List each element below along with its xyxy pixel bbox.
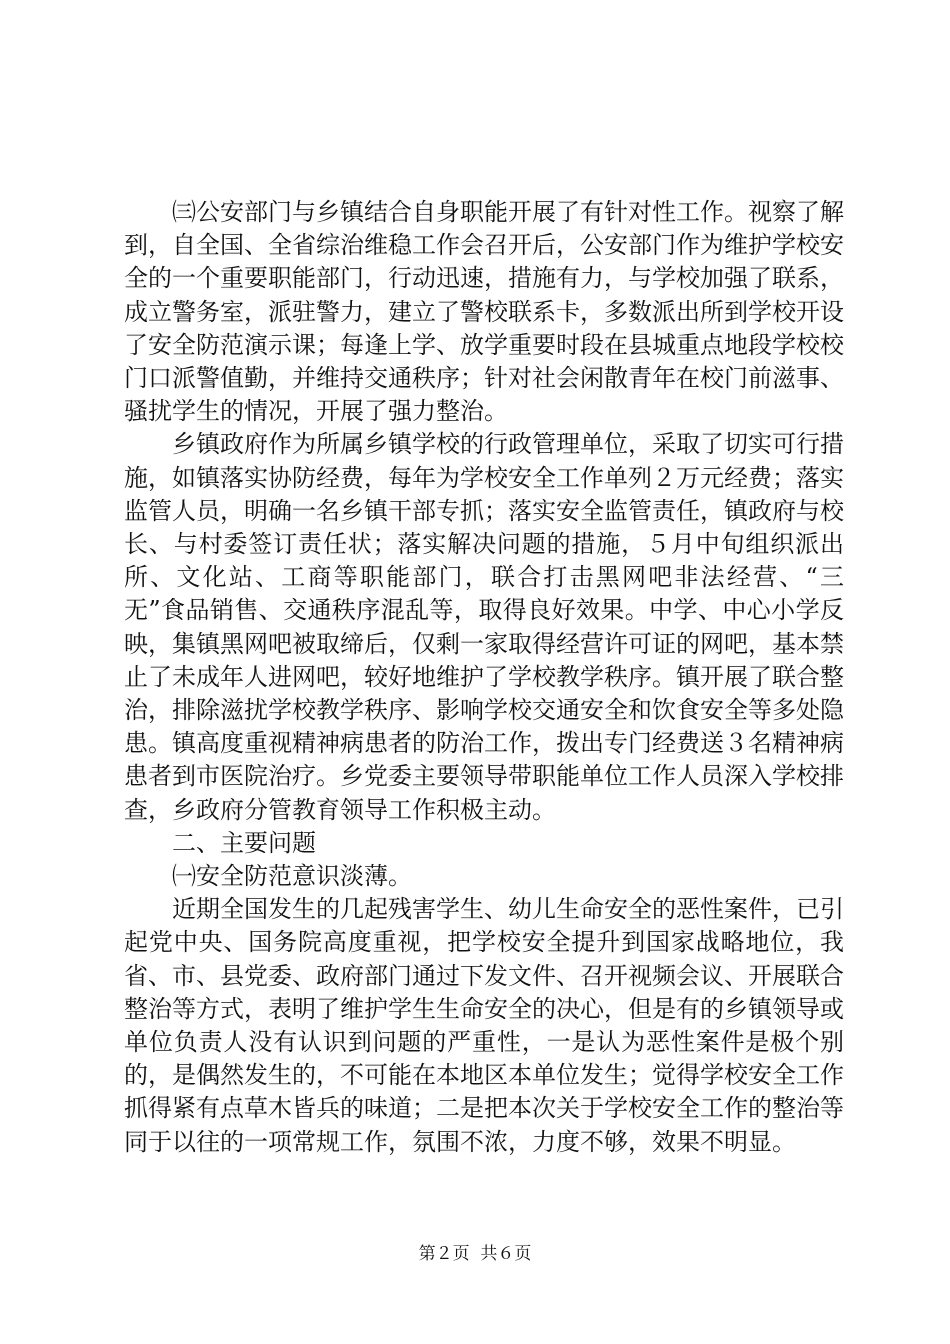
paragraph-police-department: ㈢公安部门与乡镇结合自身职能开展了有针对性工作。视察了解到，自全国、全省综治维稳工作会召开后，公安部门作为维护学校安全的一个重要职能部门，行动迅速，措施有力，与学校加强了联系，成立警务室，派驻警力，建立了警校联系卡，多数派出所到学校开设了安全防范演示课；每逢上学、放学重要时段在县城重点地段学校校门口派警值勤，并维持交通秩序；针对社会闲散青年在校门前滋事、骚扰学生的情况，开展了强力整治。 xyxy=(124,198,844,426)
page-number-text: 第２页 共６页 xyxy=(418,1244,532,1264)
section-heading-main-problems: 二、主要问题 xyxy=(172,828,316,857)
page-footer xyxy=(0,1243,950,1265)
paragraph-township-government: 乡镇政府作为所属乡镇学校的行政管理单位，采取了切实可行措施，如镇落实协防经费，每年为学校安全工作单列２万元经费；落实监管人员，明确一名乡镇干部专抓；落实安全监管责任，镇政府与校长、与村委签订责任状；落实解决问题的措施，５月中旬组织派出所、文化站、工商等职能部门，联合打击黑网吧非法经营、“三无”食品销售、交通秩序混乱等，取得良好效果。中学、中心小学反映，集镇黑网吧被取缔后，仅剩一家取得经营许可证的网吧，基本禁止了未成年人进网吧，较好地维护了学校教学秩序。镇开展了联合整治，排除滋扰学校教学秩序、影响学校交通安全和饮食安全等多处隐患。镇高度重视精神病患者的防治工作，拨出专门经费送３名精神病患者到市医院治疗。乡党委主要领导带职能单位工作人员深入学校排查，乡政府分管教育领导工作积极主动。 xyxy=(124,430,844,824)
paragraph-recent-cases: 近期全国发生的几起残害学生、幼儿生命安全的恶性案件，已引起党中央、国务院高度重视，把学校安全提升到国家战略地位，我省、市、县党委、政府部门通过下发文件、召开视频会议、开展联合整治等方式，表明了维护学生生命安全的决心，但是有的乡镇领导或单位负责人没有认识到问题的严重性，一是认为恶性案件是极个别的，是偶然发生的，不可能在本地区本单位发生；觉得学校安全工作抓得紧有点草木皆兵的味道；二是把本次关于学校安全工作的整治等同于以往的一项常规工作，氛围不浓，力度不够，效果不明显。 xyxy=(124,895,844,1156)
document-body xyxy=(124,196,844,1159)
subheading-safety-awareness: ㈠安全防范意识淡薄。 xyxy=(172,862,412,891)
